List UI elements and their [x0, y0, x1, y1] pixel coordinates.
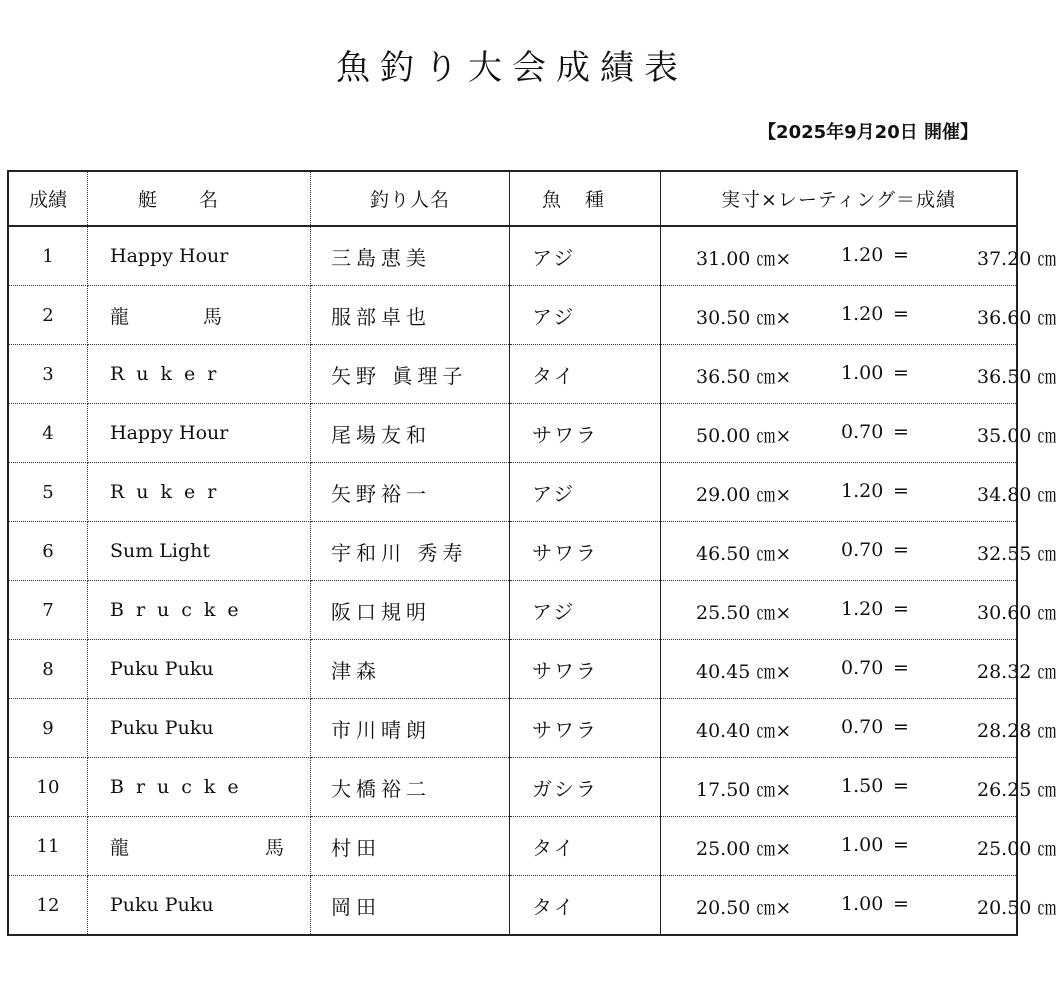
- boat-name-cell: Ruker: [88, 345, 311, 404]
- score-value: 34.80 ㎝: [977, 484, 1056, 506]
- fish-species-cell: サワラ: [510, 404, 661, 463]
- score-calc-cell: [661, 699, 1056, 758]
- rating-value: 1.20: [841, 303, 884, 325]
- angler-name-cell: 岡田: [311, 876, 510, 936]
- rank-cell: 1: [8, 226, 88, 286]
- rating-value: 1.50: [841, 775, 884, 797]
- header-fish: 魚種: [510, 171, 661, 226]
- length-value: 50.00 ㎝×: [696, 425, 792, 447]
- length-value: 46.50 ㎝×: [696, 543, 792, 565]
- boat-name-cell: Happy Hour: [88, 404, 311, 463]
- rating-value: 1.00: [841, 893, 884, 915]
- score-calc-cell: [661, 876, 1056, 936]
- results-body: [8, 226, 1056, 935]
- equals-sign: =: [893, 775, 909, 797]
- rank-cell: 4: [8, 404, 88, 463]
- fish-species-cell: アジ: [510, 581, 661, 640]
- length-value: 20.50 ㎝×: [696, 897, 792, 919]
- score-value: 37.20 ㎝: [977, 248, 1056, 270]
- table-row: [8, 286, 1017, 345]
- equals-sign: =: [893, 362, 909, 384]
- fish-species-cell: タイ: [510, 345, 661, 404]
- rating-value: 1.20: [841, 244, 884, 266]
- rating-value: 1.00: [841, 362, 884, 384]
- rank-cell: 11: [8, 817, 88, 876]
- score-value: 35.00 ㎝: [977, 425, 1056, 447]
- boat-name-cell: Brucke: [88, 758, 311, 817]
- rank-cell: 7: [8, 581, 88, 640]
- table-row: [8, 345, 1017, 404]
- score-calc-cell: [661, 640, 1056, 699]
- score-value: 36.60 ㎝: [977, 307, 1056, 329]
- table-row: [8, 522, 1017, 581]
- header-calc: 実寸×レーティング＝成績: [661, 171, 1018, 226]
- rank-cell: 6: [8, 522, 88, 581]
- length-value: 40.40 ㎝×: [696, 720, 792, 742]
- equals-sign: =: [893, 893, 909, 915]
- angler-name-cell: 三島恵美: [311, 226, 510, 286]
- rank-cell: 2: [8, 286, 88, 345]
- boat-name-cell: 龍 馬: [88, 286, 311, 345]
- score-calc-cell: [661, 758, 1056, 817]
- table-row: [8, 817, 1017, 876]
- fish-species-cell: タイ: [510, 817, 661, 876]
- event-date: 【2025年9月20日 開催】: [758, 122, 978, 143]
- fish-species-cell: アジ: [510, 226, 661, 286]
- length-value: 31.00 ㎝×: [696, 248, 792, 270]
- header-angler: 釣り人名: [311, 171, 510, 226]
- equals-sign: =: [893, 303, 909, 325]
- score-calc-cell: [661, 226, 1056, 286]
- table-row: [8, 640, 1017, 699]
- length-value: 25.50 ㎝×: [696, 602, 792, 624]
- rating-value: 1.20: [841, 480, 884, 502]
- score-value: 30.60 ㎝: [977, 602, 1056, 624]
- boat-name-cell: Puku Puku: [88, 699, 311, 758]
- length-value: 25.00 ㎝×: [696, 838, 792, 860]
- angler-name-cell: 大橋裕二: [311, 758, 510, 817]
- angler-name-cell: 宇和川 秀寿: [311, 522, 510, 581]
- fish-species-cell: サワラ: [510, 640, 661, 699]
- fish-species-cell: サワラ: [510, 699, 661, 758]
- equals-sign: =: [893, 421, 909, 443]
- boat-name-cell: Puku Puku: [88, 640, 311, 699]
- equals-sign: =: [893, 598, 909, 620]
- score-value: 36.50 ㎝: [977, 366, 1056, 388]
- angler-name-cell: 村田: [311, 817, 510, 876]
- rating-value: 0.70: [841, 657, 884, 679]
- length-value: 29.00 ㎝×: [696, 484, 792, 506]
- boat-name-cell: Happy Hour: [88, 226, 311, 286]
- table-row: [8, 463, 1017, 522]
- angler-name-cell: 矢野 眞理子: [311, 345, 510, 404]
- fish-species-cell: アジ: [510, 463, 661, 522]
- score-value: 28.28 ㎝: [977, 720, 1056, 742]
- equals-sign: =: [893, 716, 909, 738]
- score-calc-cell: [661, 345, 1056, 404]
- equals-sign: =: [893, 657, 909, 679]
- page-title: 魚釣り大会成績表: [336, 48, 688, 88]
- score-value: 26.25 ㎝: [977, 779, 1056, 801]
- rating-value: 0.70: [841, 539, 884, 561]
- boat-name-cell: 龍 馬: [88, 817, 311, 876]
- score-calc-cell: [661, 522, 1056, 581]
- rating-value: 1.00: [841, 834, 884, 856]
- score-calc-cell: [661, 817, 1056, 876]
- angler-name-cell: 市川晴朗: [311, 699, 510, 758]
- rank-cell: 3: [8, 345, 88, 404]
- rank-cell: 5: [8, 463, 88, 522]
- boat-name-cell: Sum Light: [88, 522, 311, 581]
- angler-name-cell: 矢野裕一: [311, 463, 510, 522]
- fish-species-cell: タイ: [510, 876, 661, 936]
- angler-name-cell: 尾場友和: [311, 404, 510, 463]
- angler-name-cell: 服部卓也: [311, 286, 510, 345]
- score-calc-cell: [661, 286, 1056, 345]
- table-row: [8, 581, 1017, 640]
- fish-species-cell: アジ: [510, 286, 661, 345]
- boat-name-cell: Brucke: [88, 581, 311, 640]
- length-value: 30.50 ㎝×: [696, 307, 792, 329]
- boat-name-cell: Ruker: [88, 463, 311, 522]
- table-row: [8, 699, 1017, 758]
- rating-value: 1.20: [841, 598, 884, 620]
- rank-cell: 10: [8, 758, 88, 817]
- header-row: [8, 171, 1017, 226]
- equals-sign: =: [893, 834, 909, 856]
- equals-sign: =: [893, 244, 909, 266]
- results-table: [7, 170, 1056, 936]
- score-value: 20.50 ㎝: [977, 897, 1056, 919]
- table-row: [8, 758, 1017, 817]
- score-calc-cell: [661, 463, 1056, 522]
- rating-value: 0.70: [841, 421, 884, 443]
- equals-sign: =: [893, 539, 909, 561]
- score-value: 25.00 ㎝: [977, 838, 1056, 860]
- length-value: 40.45 ㎝×: [696, 661, 792, 683]
- rating-value: 0.70: [841, 716, 884, 738]
- table-row: [8, 404, 1017, 463]
- score-value: 32.55 ㎝: [977, 543, 1056, 565]
- score-calc-cell: [661, 404, 1056, 463]
- score-calc-cell: [661, 581, 1056, 640]
- rank-cell: 8: [8, 640, 88, 699]
- boat-name-cell: Puku Puku: [88, 876, 311, 936]
- header-rank: 成績: [8, 171, 88, 226]
- fish-species-cell: ガシラ: [510, 758, 661, 817]
- rank-cell: 9: [8, 699, 88, 758]
- score-value: 28.32 ㎝: [977, 661, 1056, 683]
- fish-species-cell: サワラ: [510, 522, 661, 581]
- table-row: [8, 226, 1017, 286]
- angler-name-cell: 津森: [311, 640, 510, 699]
- table-row: [8, 876, 1017, 936]
- equals-sign: =: [893, 480, 909, 502]
- length-value: 36.50 ㎝×: [696, 366, 792, 388]
- length-value: 17.50 ㎝×: [696, 779, 792, 801]
- angler-name-cell: 阪口規明: [311, 581, 510, 640]
- rank-cell: 12: [8, 876, 88, 936]
- header-boat: 艇名: [88, 171, 311, 226]
